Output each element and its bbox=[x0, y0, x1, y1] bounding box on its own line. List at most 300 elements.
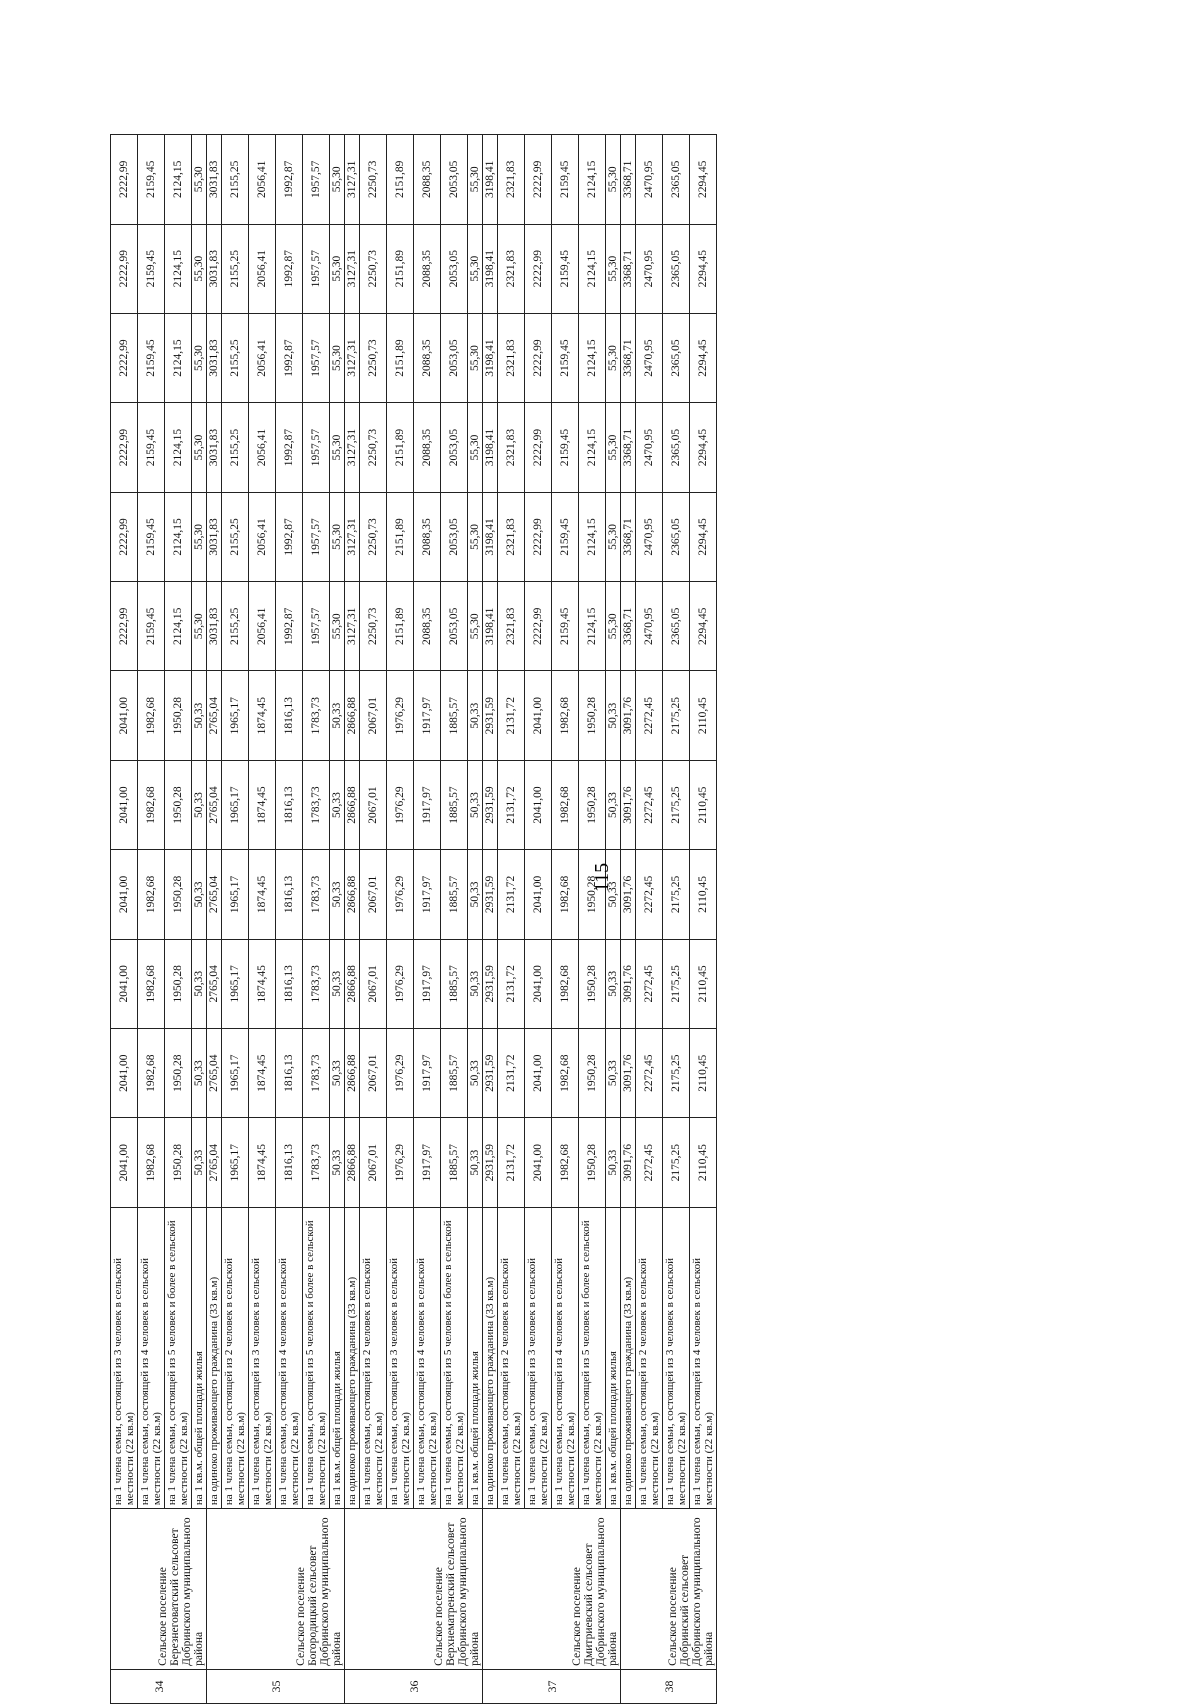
table-row bbox=[414, 135, 441, 1704]
value-cell: 1950,28 bbox=[165, 1118, 192, 1207]
value-cell: 1874,45 bbox=[249, 939, 276, 1028]
table-row bbox=[621, 135, 636, 1704]
value-cell: 2151,89 bbox=[387, 403, 414, 492]
norm-description: на 1 члена семьи, состоящей из 3 человек в сельской местности (22 кв.м) bbox=[525, 1207, 552, 1508]
value-cell: 2222,99 bbox=[111, 403, 138, 492]
value-cell: 2053,05 bbox=[441, 403, 468, 492]
norm-description: на одиноко проживающего гражданина (33 кв.м) bbox=[207, 1207, 222, 1508]
value-cell: 2294,45 bbox=[690, 492, 717, 581]
settlement-name: Сельское поселение Добринский сельсовет Добринского муниципального района bbox=[621, 1509, 717, 1670]
value-cell: 2470,95 bbox=[636, 492, 663, 581]
value-cell: 2470,95 bbox=[636, 313, 663, 402]
norm-description: на 1 члена семьи, состоящей из 5 человек и более в сельской местности (22 кв.м) bbox=[441, 1207, 468, 1508]
value-cell: 3091,76 bbox=[621, 760, 636, 849]
page-number: 115 bbox=[591, 862, 614, 893]
value-cell: 3368,71 bbox=[621, 582, 636, 671]
norm-description: на 1 члена семьи, состоящей из 4 человек в сельской местности (22 кв.м) bbox=[276, 1207, 303, 1508]
value-cell: 2222,99 bbox=[525, 313, 552, 402]
value-cell: 2151,89 bbox=[387, 313, 414, 402]
value-cell: 3198,41 bbox=[483, 135, 498, 225]
value-cell: 2088,35 bbox=[414, 492, 441, 581]
value-cell: 2155,25 bbox=[222, 135, 249, 225]
table-row bbox=[192, 135, 207, 1704]
value-cell: 1957,57 bbox=[303, 224, 330, 313]
row-number: 34 bbox=[111, 1669, 207, 1703]
value-cell: 1982,68 bbox=[552, 1118, 579, 1207]
value-cell: 2131,72 bbox=[498, 760, 525, 849]
value-cell: 50,33 bbox=[606, 671, 621, 760]
value-cell: 1957,57 bbox=[303, 492, 330, 581]
value-cell: 2272,45 bbox=[636, 850, 663, 939]
value-cell: 3127,31 bbox=[345, 492, 360, 581]
norm-description: на 1 члена семьи, состоящей из 4 человек в сельской местности (22 кв.м) bbox=[138, 1207, 165, 1508]
value-cell: 3198,41 bbox=[483, 224, 498, 313]
table-row bbox=[222, 135, 249, 1704]
value-cell: 3091,76 bbox=[621, 939, 636, 1028]
value-cell: 2110,45 bbox=[690, 1118, 717, 1207]
value-cell: 1950,28 bbox=[579, 671, 606, 760]
value-cell: 50,33 bbox=[606, 939, 621, 1028]
value-cell: 50,33 bbox=[468, 850, 483, 939]
value-cell: 2067,01 bbox=[360, 671, 387, 760]
value-cell: 2470,95 bbox=[636, 403, 663, 492]
value-cell: 1885,57 bbox=[441, 671, 468, 760]
value-cell: 2765,04 bbox=[207, 1029, 222, 1118]
value-cell: 2175,25 bbox=[663, 850, 690, 939]
value-cell: 50,33 bbox=[606, 1029, 621, 1118]
table-row bbox=[483, 135, 498, 1704]
value-cell: 1874,45 bbox=[249, 850, 276, 939]
value-cell: 2159,45 bbox=[138, 403, 165, 492]
value-cell: 2131,72 bbox=[498, 1118, 525, 1207]
value-cell: 2155,25 bbox=[222, 224, 249, 313]
value-cell: 2175,25 bbox=[663, 671, 690, 760]
norm-description: на 1 члена семьи, состоящей из 5 человек и более в сельской местности (22 кв.м) bbox=[303, 1207, 330, 1508]
value-cell: 50,33 bbox=[330, 760, 345, 849]
value-cell: 2222,99 bbox=[111, 313, 138, 402]
value-cell: 1816,13 bbox=[276, 760, 303, 849]
value-cell: 1816,13 bbox=[276, 1029, 303, 1118]
value-cell: 1982,68 bbox=[138, 939, 165, 1028]
value-cell: 2294,45 bbox=[690, 135, 717, 225]
value-cell: 1783,73 bbox=[303, 1029, 330, 1118]
value-cell: 55,30 bbox=[330, 313, 345, 402]
value-cell: 2866,88 bbox=[345, 1029, 360, 1118]
value-cell: 2175,25 bbox=[663, 760, 690, 849]
value-cell: 2124,15 bbox=[165, 224, 192, 313]
value-cell: 50,33 bbox=[468, 1029, 483, 1118]
table-row bbox=[138, 135, 165, 1704]
value-cell: 1957,57 bbox=[303, 135, 330, 225]
value-cell: 50,33 bbox=[192, 1029, 207, 1118]
norm-description: на 1 члена семьи, состоящей из 3 человек в сельской местности (22 кв.м) bbox=[387, 1207, 414, 1508]
value-cell: 1982,68 bbox=[138, 1118, 165, 1207]
value-cell: 55,30 bbox=[468, 224, 483, 313]
norm-description: на 1 члена семьи, состоящей из 3 человек в сельской местности (22 кв.м) bbox=[249, 1207, 276, 1508]
value-cell: 1783,73 bbox=[303, 850, 330, 939]
value-cell: 2124,15 bbox=[579, 135, 606, 225]
value-cell: 2088,35 bbox=[414, 582, 441, 671]
table-row bbox=[330, 135, 345, 1704]
value-cell: 55,30 bbox=[468, 403, 483, 492]
rotated-table-page bbox=[110, 134, 1132, 1704]
norm-description: на 1 кв.м. общей площади жилья bbox=[468, 1207, 483, 1508]
value-cell: 55,30 bbox=[468, 313, 483, 402]
value-cell: 2151,89 bbox=[387, 224, 414, 313]
value-cell: 1816,13 bbox=[276, 1118, 303, 1207]
norm-description: на 1 члена семьи, состоящей из 3 человек в сельской местности (22 кв.м) bbox=[663, 1207, 690, 1508]
value-cell: 1816,13 bbox=[276, 939, 303, 1028]
value-cell: 2321,83 bbox=[498, 313, 525, 402]
row-number: 38 bbox=[621, 1669, 717, 1703]
table-row bbox=[207, 135, 222, 1704]
value-cell: 1982,68 bbox=[138, 850, 165, 939]
norm-description: на одиноко проживающего гражданина (33 кв.м) bbox=[621, 1207, 636, 1508]
value-cell: 2151,89 bbox=[387, 582, 414, 671]
norm-description: на 1 члена семьи, состоящей из 5 человек и более в сельской местности (22 кв.м) bbox=[165, 1207, 192, 1508]
value-cell: 2931,59 bbox=[483, 1118, 498, 1207]
value-cell: 2272,45 bbox=[636, 671, 663, 760]
value-cell: 2110,45 bbox=[690, 939, 717, 1028]
value-cell: 2124,15 bbox=[579, 492, 606, 581]
value-cell: 1783,73 bbox=[303, 760, 330, 849]
value-cell: 1992,87 bbox=[276, 135, 303, 225]
value-cell: 1965,17 bbox=[222, 671, 249, 760]
value-cell: 2155,25 bbox=[222, 582, 249, 671]
row-number: 37 bbox=[483, 1669, 621, 1703]
value-cell: 2365,05 bbox=[663, 313, 690, 402]
value-cell: 2365,05 bbox=[663, 582, 690, 671]
value-cell: 2159,45 bbox=[552, 135, 579, 225]
value-cell: 2041,00 bbox=[525, 671, 552, 760]
value-cell: 55,30 bbox=[468, 582, 483, 671]
value-cell: 2765,04 bbox=[207, 671, 222, 760]
value-cell: 2470,95 bbox=[636, 135, 663, 225]
value-cell: 2041,00 bbox=[111, 939, 138, 1028]
value-cell: 1950,28 bbox=[165, 760, 192, 849]
value-cell: 2294,45 bbox=[690, 403, 717, 492]
value-cell: 2056,41 bbox=[249, 313, 276, 402]
value-cell: 55,30 bbox=[330, 492, 345, 581]
value-cell: 2124,15 bbox=[165, 403, 192, 492]
norm-description: на 1 члена семьи, состоящей из 4 человек в сельской местности (22 кв.м) bbox=[552, 1207, 579, 1508]
value-cell: 50,33 bbox=[606, 760, 621, 849]
value-cell: 3198,41 bbox=[483, 492, 498, 581]
norm-description: на 1 члена семьи, состоящей из 4 человек в сельской местности (22 кв.м) bbox=[414, 1207, 441, 1508]
value-cell: 1976,29 bbox=[387, 850, 414, 939]
value-cell: 2041,00 bbox=[111, 850, 138, 939]
value-cell: 2175,25 bbox=[663, 1118, 690, 1207]
value-cell: 1783,73 bbox=[303, 671, 330, 760]
value-cell: 2272,45 bbox=[636, 1029, 663, 1118]
value-cell: 2131,72 bbox=[498, 850, 525, 939]
value-cell: 50,33 bbox=[192, 671, 207, 760]
value-cell: 1957,57 bbox=[303, 403, 330, 492]
value-cell: 3031,83 bbox=[207, 492, 222, 581]
value-cell: 50,33 bbox=[330, 671, 345, 760]
value-cell: 1885,57 bbox=[441, 1029, 468, 1118]
value-cell: 2866,88 bbox=[345, 671, 360, 760]
value-cell: 1816,13 bbox=[276, 671, 303, 760]
value-cell: 2053,05 bbox=[441, 492, 468, 581]
table-row bbox=[387, 135, 414, 1704]
table-row bbox=[498, 135, 525, 1704]
value-cell: 2124,15 bbox=[165, 313, 192, 402]
value-cell: 2222,99 bbox=[111, 135, 138, 225]
value-cell: 50,33 bbox=[468, 939, 483, 1028]
value-cell: 2131,72 bbox=[498, 671, 525, 760]
value-cell: 1992,87 bbox=[276, 224, 303, 313]
value-cell: 2041,00 bbox=[525, 1118, 552, 1207]
norm-description: на 1 кв.м. общей площади жилья bbox=[606, 1207, 621, 1508]
value-cell: 3031,83 bbox=[207, 313, 222, 402]
value-cell: 1976,29 bbox=[387, 671, 414, 760]
value-cell: 1992,87 bbox=[276, 403, 303, 492]
value-cell: 55,30 bbox=[192, 403, 207, 492]
value-cell: 2151,89 bbox=[387, 492, 414, 581]
value-cell: 1917,97 bbox=[414, 760, 441, 849]
table-row bbox=[360, 135, 387, 1704]
value-cell: 2321,83 bbox=[498, 582, 525, 671]
value-cell: 50,33 bbox=[606, 1118, 621, 1207]
value-cell: 2470,95 bbox=[636, 224, 663, 313]
value-cell: 2053,05 bbox=[441, 313, 468, 402]
value-cell: 2041,00 bbox=[525, 939, 552, 1028]
value-cell: 2365,05 bbox=[663, 135, 690, 225]
value-cell: 2159,45 bbox=[552, 224, 579, 313]
value-cell: 1816,13 bbox=[276, 850, 303, 939]
norm-description: на 1 члена семьи, состоящей из 5 человек и более в сельской местности (22 кв.м) bbox=[579, 1207, 606, 1508]
value-cell: 2866,88 bbox=[345, 760, 360, 849]
value-cell: 2765,04 bbox=[207, 850, 222, 939]
value-cell: 1783,73 bbox=[303, 1118, 330, 1207]
value-cell: 2250,73 bbox=[360, 224, 387, 313]
value-cell: 2866,88 bbox=[345, 1118, 360, 1207]
value-cell: 2159,45 bbox=[552, 582, 579, 671]
value-cell: 2151,89 bbox=[387, 135, 414, 225]
value-cell: 1982,68 bbox=[552, 939, 579, 1028]
value-cell: 2159,45 bbox=[552, 313, 579, 402]
value-cell: 50,33 bbox=[330, 1029, 345, 1118]
table-row bbox=[468, 135, 483, 1704]
value-cell: 3127,31 bbox=[345, 135, 360, 225]
value-cell: 3127,31 bbox=[345, 582, 360, 671]
settlement-name: Сельское поселение Дмитриевский сельсовет Добринского муниципального района bbox=[483, 1509, 621, 1670]
value-cell: 2041,00 bbox=[525, 850, 552, 939]
value-cell: 1992,87 bbox=[276, 582, 303, 671]
value-cell: 2294,45 bbox=[690, 224, 717, 313]
value-cell: 55,30 bbox=[606, 582, 621, 671]
value-cell: 1885,57 bbox=[441, 939, 468, 1028]
value-cell: 1982,68 bbox=[552, 1029, 579, 1118]
value-cell: 2470,95 bbox=[636, 582, 663, 671]
value-cell: 2067,01 bbox=[360, 1118, 387, 1207]
value-cell: 2056,41 bbox=[249, 582, 276, 671]
value-cell: 2159,45 bbox=[552, 403, 579, 492]
value-cell: 2155,25 bbox=[222, 492, 249, 581]
value-cell: 1874,45 bbox=[249, 760, 276, 849]
value-cell: 1917,97 bbox=[414, 850, 441, 939]
value-cell: 2250,73 bbox=[360, 135, 387, 225]
value-cell: 2321,83 bbox=[498, 492, 525, 581]
value-cell: 2056,41 bbox=[249, 224, 276, 313]
value-cell: 2765,04 bbox=[207, 1118, 222, 1207]
value-cell: 2056,41 bbox=[249, 492, 276, 581]
value-cell: 2222,99 bbox=[111, 582, 138, 671]
value-cell: 55,30 bbox=[192, 492, 207, 581]
value-cell: 2222,99 bbox=[525, 135, 552, 225]
value-cell: 2931,59 bbox=[483, 850, 498, 939]
value-cell: 2041,00 bbox=[111, 671, 138, 760]
value-cell: 2067,01 bbox=[360, 850, 387, 939]
value-cell: 55,30 bbox=[606, 224, 621, 313]
value-cell: 2041,00 bbox=[111, 1118, 138, 1207]
value-cell: 55,30 bbox=[606, 135, 621, 225]
value-cell: 1917,97 bbox=[414, 1029, 441, 1118]
norm-description: на 1 члена семьи, состоящей из 4 человек в сельской местности (22 кв.м) bbox=[690, 1207, 717, 1508]
value-cell: 2053,05 bbox=[441, 224, 468, 313]
value-cell: 2110,45 bbox=[690, 850, 717, 939]
value-cell: 50,33 bbox=[192, 760, 207, 849]
value-cell: 1982,68 bbox=[138, 671, 165, 760]
value-cell: 1976,29 bbox=[387, 1029, 414, 1118]
value-cell: 50,33 bbox=[468, 671, 483, 760]
value-cell: 2110,45 bbox=[690, 1029, 717, 1118]
value-cell: 3091,76 bbox=[621, 1029, 636, 1118]
value-cell: 2294,45 bbox=[690, 313, 717, 402]
value-cell: 2765,04 bbox=[207, 760, 222, 849]
value-cell: 1976,29 bbox=[387, 760, 414, 849]
housing-cost-table bbox=[110, 134, 717, 1704]
value-cell: 55,30 bbox=[606, 403, 621, 492]
value-cell: 3031,83 bbox=[207, 224, 222, 313]
value-cell: 2931,59 bbox=[483, 671, 498, 760]
value-cell: 2155,25 bbox=[222, 313, 249, 402]
value-cell: 1982,68 bbox=[552, 850, 579, 939]
value-cell: 2088,35 bbox=[414, 403, 441, 492]
table-row bbox=[525, 135, 552, 1704]
value-cell: 50,33 bbox=[468, 1118, 483, 1207]
value-cell: 2056,41 bbox=[249, 403, 276, 492]
value-cell: 2124,15 bbox=[579, 582, 606, 671]
value-cell: 2250,73 bbox=[360, 403, 387, 492]
value-cell: 1783,73 bbox=[303, 939, 330, 1028]
value-cell: 1965,17 bbox=[222, 939, 249, 1028]
value-cell: 1950,28 bbox=[579, 1118, 606, 1207]
value-cell: 1917,97 bbox=[414, 671, 441, 760]
value-cell: 2222,99 bbox=[525, 582, 552, 671]
value-cell: 2222,99 bbox=[525, 492, 552, 581]
value-cell: 2321,83 bbox=[498, 135, 525, 225]
norm-description: на 1 члена семьи, состоящей из 2 человек в сельской местности (22 кв.м) bbox=[636, 1207, 663, 1508]
value-cell: 55,30 bbox=[192, 135, 207, 225]
value-cell: 2155,25 bbox=[222, 403, 249, 492]
value-cell: 2250,73 bbox=[360, 582, 387, 671]
table-row bbox=[165, 135, 192, 1704]
value-cell: 1950,28 bbox=[165, 671, 192, 760]
value-cell: 55,30 bbox=[192, 313, 207, 402]
value-cell: 2250,73 bbox=[360, 313, 387, 402]
value-cell: 2124,15 bbox=[165, 492, 192, 581]
value-cell: 1965,17 bbox=[222, 1029, 249, 1118]
value-cell: 3091,76 bbox=[621, 1118, 636, 1207]
value-cell: 2088,35 bbox=[414, 135, 441, 225]
value-cell: 2067,01 bbox=[360, 939, 387, 1028]
value-cell: 55,30 bbox=[468, 135, 483, 225]
value-cell: 50,33 bbox=[192, 1118, 207, 1207]
value-cell: 2041,00 bbox=[111, 1029, 138, 1118]
norm-description: на 1 члена семьи, состоящей из 2 человек в сельской местности (22 кв.м) bbox=[360, 1207, 387, 1508]
value-cell: 2124,15 bbox=[579, 224, 606, 313]
value-cell: 1982,68 bbox=[138, 760, 165, 849]
value-cell: 2159,45 bbox=[138, 582, 165, 671]
value-cell: 1950,28 bbox=[579, 850, 606, 939]
value-cell: 50,33 bbox=[192, 850, 207, 939]
value-cell: 2041,00 bbox=[525, 1029, 552, 1118]
value-cell: 3127,31 bbox=[345, 224, 360, 313]
norm-description: на одиноко проживающего гражданина (33 кв.м) bbox=[483, 1207, 498, 1508]
value-cell: 3091,76 bbox=[621, 671, 636, 760]
value-cell: 2131,72 bbox=[498, 1029, 525, 1118]
value-cell: 3031,83 bbox=[207, 582, 222, 671]
value-cell: 1982,68 bbox=[552, 671, 579, 760]
value-cell: 2272,45 bbox=[636, 1118, 663, 1207]
value-cell: 55,30 bbox=[330, 135, 345, 225]
value-cell: 2124,15 bbox=[579, 403, 606, 492]
value-cell: 2866,88 bbox=[345, 850, 360, 939]
value-cell: 2365,05 bbox=[663, 403, 690, 492]
value-cell: 2124,15 bbox=[579, 313, 606, 402]
settlement-name: Сельское поселение Богородицкий сельсовет Добринского муниципального района bbox=[207, 1509, 345, 1670]
value-cell: 2365,05 bbox=[663, 492, 690, 581]
value-cell: 2321,83 bbox=[498, 224, 525, 313]
table-row bbox=[552, 135, 579, 1704]
table-row bbox=[276, 135, 303, 1704]
value-cell: 2053,05 bbox=[441, 582, 468, 671]
value-cell: 55,30 bbox=[192, 224, 207, 313]
table-row bbox=[111, 135, 138, 1704]
value-cell: 50,33 bbox=[192, 939, 207, 1028]
value-cell: 2866,88 bbox=[345, 939, 360, 1028]
table-row bbox=[345, 135, 360, 1704]
value-cell: 1950,28 bbox=[165, 1029, 192, 1118]
value-cell: 3031,83 bbox=[207, 403, 222, 492]
value-cell: 2175,25 bbox=[663, 1029, 690, 1118]
table-body bbox=[111, 135, 717, 1704]
value-cell: 50,33 bbox=[330, 1118, 345, 1207]
value-cell: 1885,57 bbox=[441, 760, 468, 849]
value-cell: 2041,00 bbox=[111, 760, 138, 849]
table-row bbox=[303, 135, 330, 1704]
value-cell: 1957,57 bbox=[303, 313, 330, 402]
value-cell: 2931,59 bbox=[483, 1029, 498, 1118]
value-cell: 1976,29 bbox=[387, 1118, 414, 1207]
table-row bbox=[441, 135, 468, 1704]
value-cell: 1992,87 bbox=[276, 492, 303, 581]
value-cell: 1976,29 bbox=[387, 939, 414, 1028]
value-cell: 3368,71 bbox=[621, 224, 636, 313]
norm-description: на 1 кв.м. общей площади жилья bbox=[192, 1207, 207, 1508]
value-cell: 2159,45 bbox=[138, 313, 165, 402]
value-cell: 3368,71 bbox=[621, 403, 636, 492]
value-cell: 2159,45 bbox=[138, 224, 165, 313]
value-cell: 1885,57 bbox=[441, 1118, 468, 1207]
value-cell: 2110,45 bbox=[690, 760, 717, 849]
norm-description: на 1 члена семьи, состоящей из 2 человек в сельской местности (22 кв.м) bbox=[222, 1207, 249, 1508]
value-cell: 3031,83 bbox=[207, 135, 222, 225]
table-row bbox=[690, 135, 717, 1704]
table-row bbox=[663, 135, 690, 1704]
